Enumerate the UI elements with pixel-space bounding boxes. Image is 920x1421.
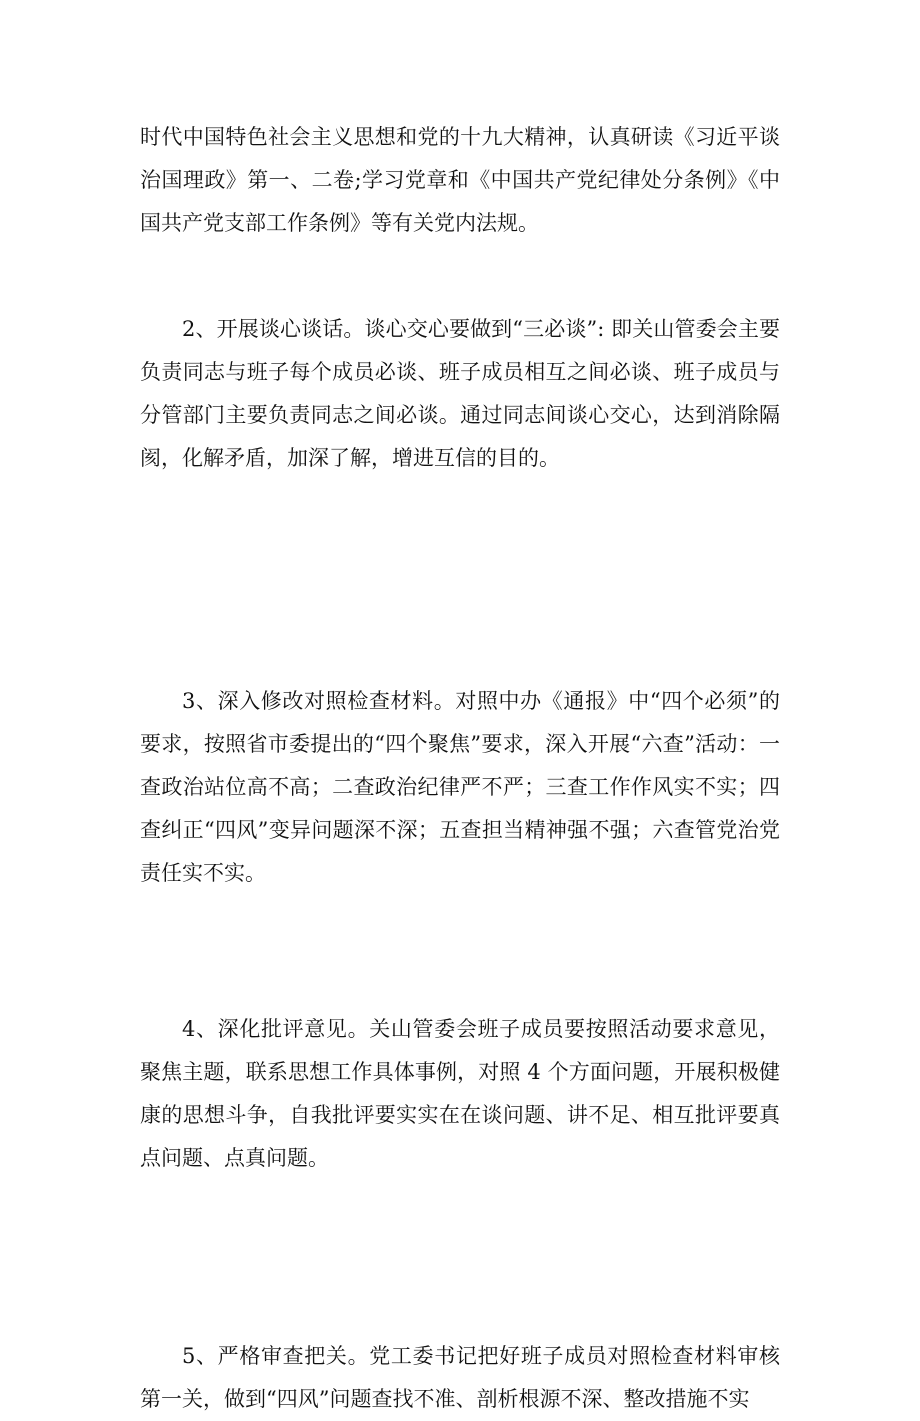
paragraph-item-5: 5、严格审查把关。党工委书记把好班子成员对照检查材料审核第一关，做到“四风”问题查找不准、剖析根源不深、整改措施不实	[140, 1344, 780, 1411]
paragraph-item-4: 4、深化批评意见。关山管委会班子成员要按照活动要求意见，聚焦主题，联系思想工作具体事例，对照 4 个方面问题，开展积极健康的思想斗争，自我批评要实实在在谈问题、讲不足、相互批评要真点问题、点真问题。	[140, 1017, 780, 1170]
paragraph-item-3: 3、深入修改对照检查材料。对照中办《通报》中“四个必须”的要求，按照省市委提出的“四个聚焦”要求，深入开展“六查”活动：一查政治站位高不高；二查政治纪律严不严；三查工作作风实不实；四查纠正“四风”变异问题深不深；五查担当精神强不强；六查管党治党责任实不实。	[140, 689, 780, 885]
paragraph-continuation: 时代中国特色社会主义思想和党的十九大精神，认真研读《习近平谈治国理政》第一、二卷;学习党章和《中国共产党纪律处分条例》《中国共产党支部工作条例》等有关党内法规。	[140, 125, 780, 235]
paragraph-item-2: 2、开展谈心谈话。谈心交心要做到“三必谈”: 即关山管委会主要负责同志与班子每个成员必谈、班子成员相互之间必谈、班子成员与分管部门主要负责同志之间必谈。通过同志间谈心交心，达到消除隔阂，化解矛盾，加深了解，增进互信的目的。	[140, 317, 780, 470]
